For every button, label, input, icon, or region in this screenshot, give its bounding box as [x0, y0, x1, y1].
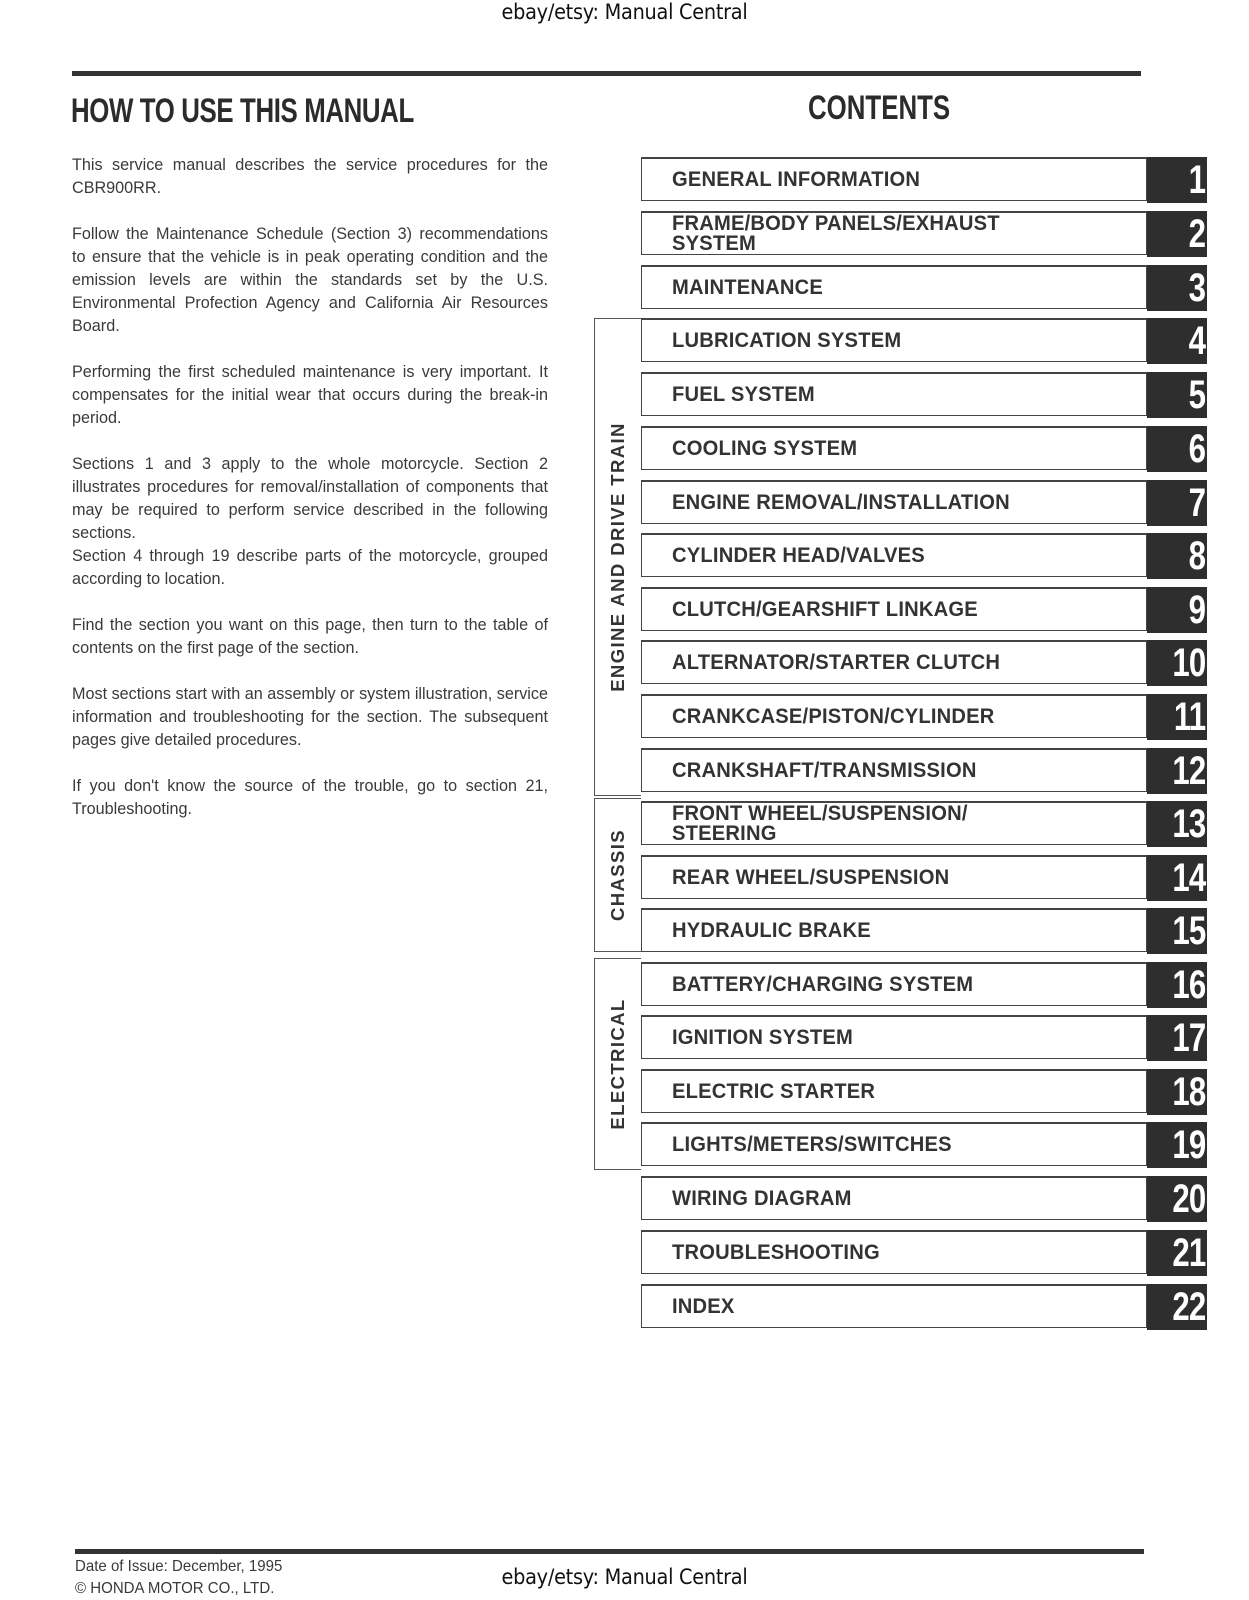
toc-item-16[interactable]: [641, 962, 1207, 1008]
copyright: © HONDA MOTOR CO., LTD.: [75, 1580, 275, 1597]
toc-item-title: LIGHTS/METERS/SWITCHES: [672, 1132, 952, 1156]
toc-item-title: HYDRAULIC BRAKE: [672, 918, 871, 942]
section-number: 6: [1188, 427, 1205, 471]
section-tab[interactable]: [1147, 748, 1207, 794]
section-tab[interactable]: [1147, 1122, 1207, 1168]
section-number: 11: [1173, 695, 1205, 739]
toc-item-title: CRANKCASE/PISTON/CYLINDER: [672, 704, 995, 728]
section-number: 20: [1171, 1177, 1205, 1221]
section-number: 18: [1171, 1070, 1205, 1114]
toc-item-title: REAR WHEEL/SUSPENSION: [672, 865, 950, 889]
intro-paragraph: Performing the first scheduled maintenance is very important. It compensates for the initial wear that occurs during the break-in period.: [72, 363, 548, 427]
intro-paragraph: If you don't know the source of the trouble, go to section 21, Troubleshooting.: [72, 777, 548, 818]
bottom-rule: [75, 1549, 1144, 1554]
section-number: 15: [1171, 909, 1205, 953]
section-tab[interactable]: [1147, 533, 1207, 579]
toc-item-title: TROUBLESHOOTING: [672, 1240, 880, 1264]
how-to-use-heading: HOW TO USE THIS MANUAL: [71, 92, 414, 130]
section-number: 16: [1171, 963, 1205, 1007]
section-number: 21: [1171, 1231, 1205, 1275]
group-engine-drive-train: [594, 318, 641, 796]
toc-item-title: COOLING SYSTEM: [672, 436, 858, 460]
intro-paragraph: Section 4 through 19 describe parts of the motorcycle, grouped according to location.: [72, 547, 548, 588]
toc-item-9[interactable]: [641, 587, 1207, 633]
toc-item-18[interactable]: [641, 1069, 1207, 1115]
toc-item-19[interactable]: [641, 1122, 1207, 1168]
intro-paragraph: This service manual describes the service procedures for the CBR900RR.: [72, 156, 548, 197]
toc-item-title: GENERAL INFORMATION: [672, 167, 921, 191]
section-tab[interactable]: [1147, 372, 1207, 418]
section-tab[interactable]: [1147, 908, 1207, 954]
section-number: 22: [1171, 1285, 1205, 1329]
toc-item-11[interactable]: [641, 694, 1207, 740]
intro-paragraph: Follow the Maintenance Schedule (Section 3) recommendations to ensure that the vehicle is in peak operating condition and the emission levels are within the standards set by the U.S. Environmental Profection Agency and California Air Resources Board.: [72, 225, 548, 335]
toc-item-17[interactable]: [641, 1015, 1207, 1061]
section-number: 13: [1171, 802, 1205, 846]
section-number: 17: [1171, 1016, 1205, 1060]
section-number: 8: [1188, 534, 1205, 578]
toc-item-title: FRAME/BODY PANELS/EXHAUST SYSTEM: [672, 211, 1000, 255]
toc-item-title: INDEX: [672, 1294, 735, 1318]
contents-heading: CONTENTS: [808, 89, 951, 127]
section-tab[interactable]: [1147, 640, 1207, 686]
toc-item-title: IGNITION SYSTEM: [672, 1025, 853, 1049]
section-number: 3: [1188, 266, 1205, 310]
section-tab[interactable]: [1147, 480, 1207, 526]
intro-paragraph: Most sections start with an assembly or system illustration, service information and troubleshooting for the section. The subsequent pages give detailed procedures.: [72, 685, 548, 749]
section-tab[interactable]: [1147, 855, 1207, 901]
toc-item-7[interactable]: [641, 480, 1207, 526]
date-of-issue: Date of Issue: December, 1995: [75, 1558, 283, 1575]
section-number: 10: [1171, 641, 1205, 685]
group-chassis: [594, 798, 641, 952]
section-tab[interactable]: [1147, 801, 1207, 847]
section-number: 4: [1188, 319, 1205, 363]
toc-item-22[interactable]: [641, 1284, 1207, 1330]
section-tab[interactable]: [1147, 211, 1207, 257]
section-number: 12: [1171, 749, 1205, 793]
toc-item-title: FRONT WHEEL/SUSPENSION/ STEERING: [672, 801, 968, 845]
section-tab[interactable]: [1147, 426, 1207, 472]
section-number: 5: [1188, 373, 1205, 417]
section-tab[interactable]: [1147, 1176, 1207, 1222]
toc-item-4[interactable]: [641, 318, 1207, 364]
toc-item-14[interactable]: [641, 855, 1207, 901]
top-rule: [72, 71, 1141, 76]
toc-item-13[interactable]: [641, 801, 1207, 847]
toc-item-3[interactable]: [641, 265, 1207, 311]
toc-item-21[interactable]: [641, 1230, 1207, 1276]
toc-item-1[interactable]: [641, 157, 1207, 203]
toc-item-2[interactable]: [641, 211, 1207, 257]
section-tab[interactable]: [1147, 157, 1207, 203]
toc-item-title: CYLINDER HEAD/VALVES: [672, 543, 925, 567]
section-tab[interactable]: [1147, 318, 1207, 364]
section-number: 2: [1188, 212, 1205, 256]
watermark-top: ebay/etsy: Manual Central: [501, 0, 748, 24]
section-number: 1: [1188, 158, 1205, 202]
toc-item-title: CLUTCH/GEARSHIFT LINKAGE: [672, 597, 978, 621]
toc-item-title: FUEL SYSTEM: [672, 382, 815, 406]
toc-item-title: ALTERNATOR/STARTER CLUTCH: [672, 650, 1001, 674]
toc-item-title: BATTERY/CHARGING SYSTEM: [672, 972, 974, 996]
group-label: ENGINE AND DRIVE TRAIN: [607, 422, 628, 692]
toc-item-6[interactable]: [641, 426, 1207, 472]
toc-item-8[interactable]: [641, 533, 1207, 579]
group-label: CHASSIS: [607, 828, 628, 922]
toc-item-title: ENGINE REMOVAL/INSTALLATION: [672, 490, 1010, 514]
toc-item-5[interactable]: [641, 372, 1207, 418]
group-label: ELECTRICAL: [607, 998, 628, 1130]
toc-item-15[interactable]: [641, 908, 1207, 954]
toc-item-title: CRANKSHAFT/TRANSMISSION: [672, 758, 977, 782]
section-tab[interactable]: [1147, 1069, 1207, 1115]
watermark-bottom: ebay/etsy: Manual Central: [501, 1565, 748, 1589]
toc-item-title: WIRING DIAGRAM: [672, 1186, 852, 1210]
section-tab[interactable]: [1147, 1015, 1207, 1061]
section-number: 14: [1171, 856, 1205, 900]
section-number: 7: [1188, 481, 1205, 525]
section-tab[interactable]: [1147, 1230, 1207, 1276]
intro-paragraph: Find the section you want on this page, then turn to the table of contents on the first page of the section.: [72, 616, 548, 657]
toc-item-title: MAINTENANCE: [672, 275, 824, 299]
intro-text: [72, 154, 548, 844]
section-tab[interactable]: [1147, 587, 1207, 633]
toc-item-20[interactable]: [641, 1176, 1207, 1222]
group-electrical: [594, 958, 641, 1170]
section-tab[interactable]: [1147, 1284, 1207, 1330]
section-tab[interactable]: [1147, 265, 1207, 311]
toc-item-title: ELECTRIC STARTER: [672, 1079, 876, 1103]
toc-item-12[interactable]: [641, 748, 1207, 794]
toc-item-10[interactable]: [641, 640, 1207, 686]
section-tab[interactable]: [1147, 694, 1207, 740]
section-tab[interactable]: [1147, 962, 1207, 1008]
section-number: 9: [1188, 588, 1205, 632]
intro-paragraph: Sections 1 and 3 apply to the whole motorcycle. Section 2 illustrates procedures for removal/installation of components that may be required to perform service described in the following sections.: [72, 455, 548, 542]
section-number: 19: [1171, 1123, 1205, 1167]
toc-item-title: LUBRICATION SYSTEM: [672, 328, 902, 352]
